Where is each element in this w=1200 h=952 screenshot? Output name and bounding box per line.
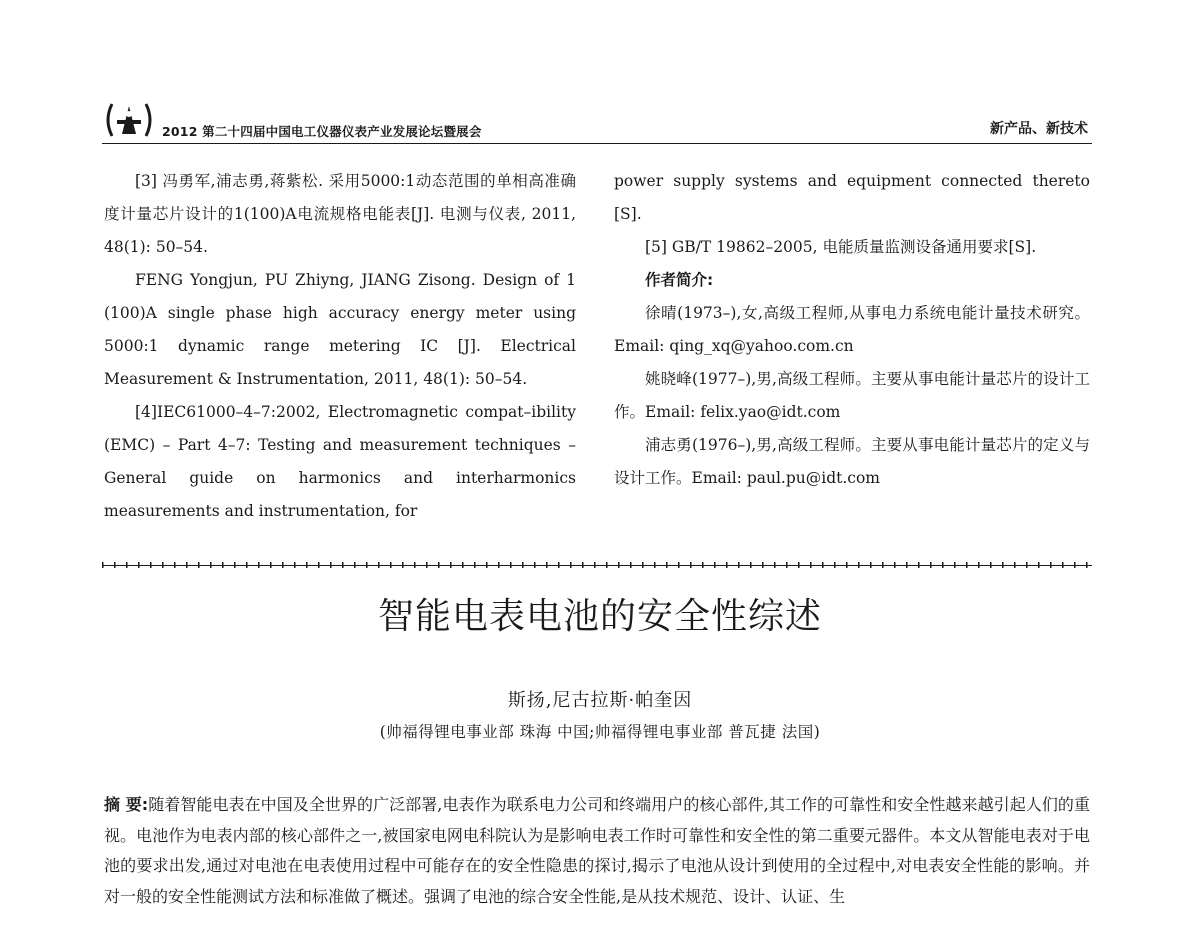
article-affiliation: (帅福得锂电事业部 珠海 中国;帅福得锂电事业部 普瓦捷 法国) xyxy=(379,723,821,741)
section-label: 新产品、新技术 xyxy=(990,121,1088,137)
section-divider xyxy=(102,562,1092,568)
article-authors: 斯扬,尼古拉斯·帕奎因 xyxy=(507,690,693,711)
reference-5: [5] GB/T 19862–2005, 电能质量监测设备通用要求[S]. xyxy=(645,238,1037,256)
article-title: 智能电表电池的安全性综述 xyxy=(377,596,822,637)
conference-title: 2012 第二十四届中国电工仪器仪表产业发展论坛暨展会 xyxy=(162,124,482,139)
reference-3-cn: [3] 冯勇军,浦志勇,蒋紫松. 采用5000:1动态范围的单相高准确度计量芯片设计的1(100)A电流规格电能表[J]. 电测与仪表, 2011, 48(1): 50–54. xyxy=(104,172,576,256)
author-bio-heading: 作者简介: xyxy=(645,271,714,289)
left-column xyxy=(104,165,576,528)
abstract xyxy=(104,790,1090,912)
author-bio-3: 浦志勇(1976–),男,高级工程师。主要从事电能计量芯片的定义与设计工作。Email: paul.pu@idt.com xyxy=(614,436,1090,487)
author-bio-2: 姚晓峰(1977–),男,高级工程师。主要从事电能计量芯片的设计工作。Email: felix.yao@idt.com xyxy=(614,370,1090,421)
author-bio-1: 徐晴(1973–),女,高级工程师,从事电力系统电能计量技术研究。Email: qing_xq@yahoo.com.cn xyxy=(614,304,1090,355)
reference-3-en: FENG Yongjun, PU Zhiyng, JIANG Zisong. Design of 1 (100)A single phase high accuracy energy meter using 5000:1 dynamic range metering IC [J]. Electrical Measurement & Instrumentation, 2011, 48(1): 50–54. xyxy=(104,271,576,388)
abstract-label: 摘 要: xyxy=(104,795,149,814)
reference-4-continued: power supply systems and equipment connected thereto [S]. xyxy=(614,172,1090,223)
header-rule xyxy=(102,143,1092,144)
conference-logo-icon xyxy=(102,100,156,140)
abstract-text: 随着智能电表在中国及全世界的广泛部署,电表作为联系电力公司和终端用户的核心部件,其工作的可靠性和安全性越来越引起人们的重视。电池作为电表内部的核心部件之一,被国家电网电科院认为是影响电表工作时可靠性和安全性的第二重要元器件。本文从智能电表对于电池的要求出发,通过对电池在电表使用过程中可能存在的安全性隐患的探讨,揭示了电池从设计到使用的全过程中,对电表安全性能的影响。并对一般的安全性能测试方法和标准做了概述。强调了电池的综合安全性能,是从技术规范、设计、认证、生 xyxy=(104,795,1090,906)
reference-4: [4]IEC61000–4–7:2002, Electromagnetic compat–ibility (EMC) – Part 4–7: Testing and measurement techniques – General guide on harmonics and interharmonics measurements and instrumentation, for xyxy=(104,403,576,520)
page-header xyxy=(102,100,1092,144)
right-column xyxy=(614,165,1090,495)
